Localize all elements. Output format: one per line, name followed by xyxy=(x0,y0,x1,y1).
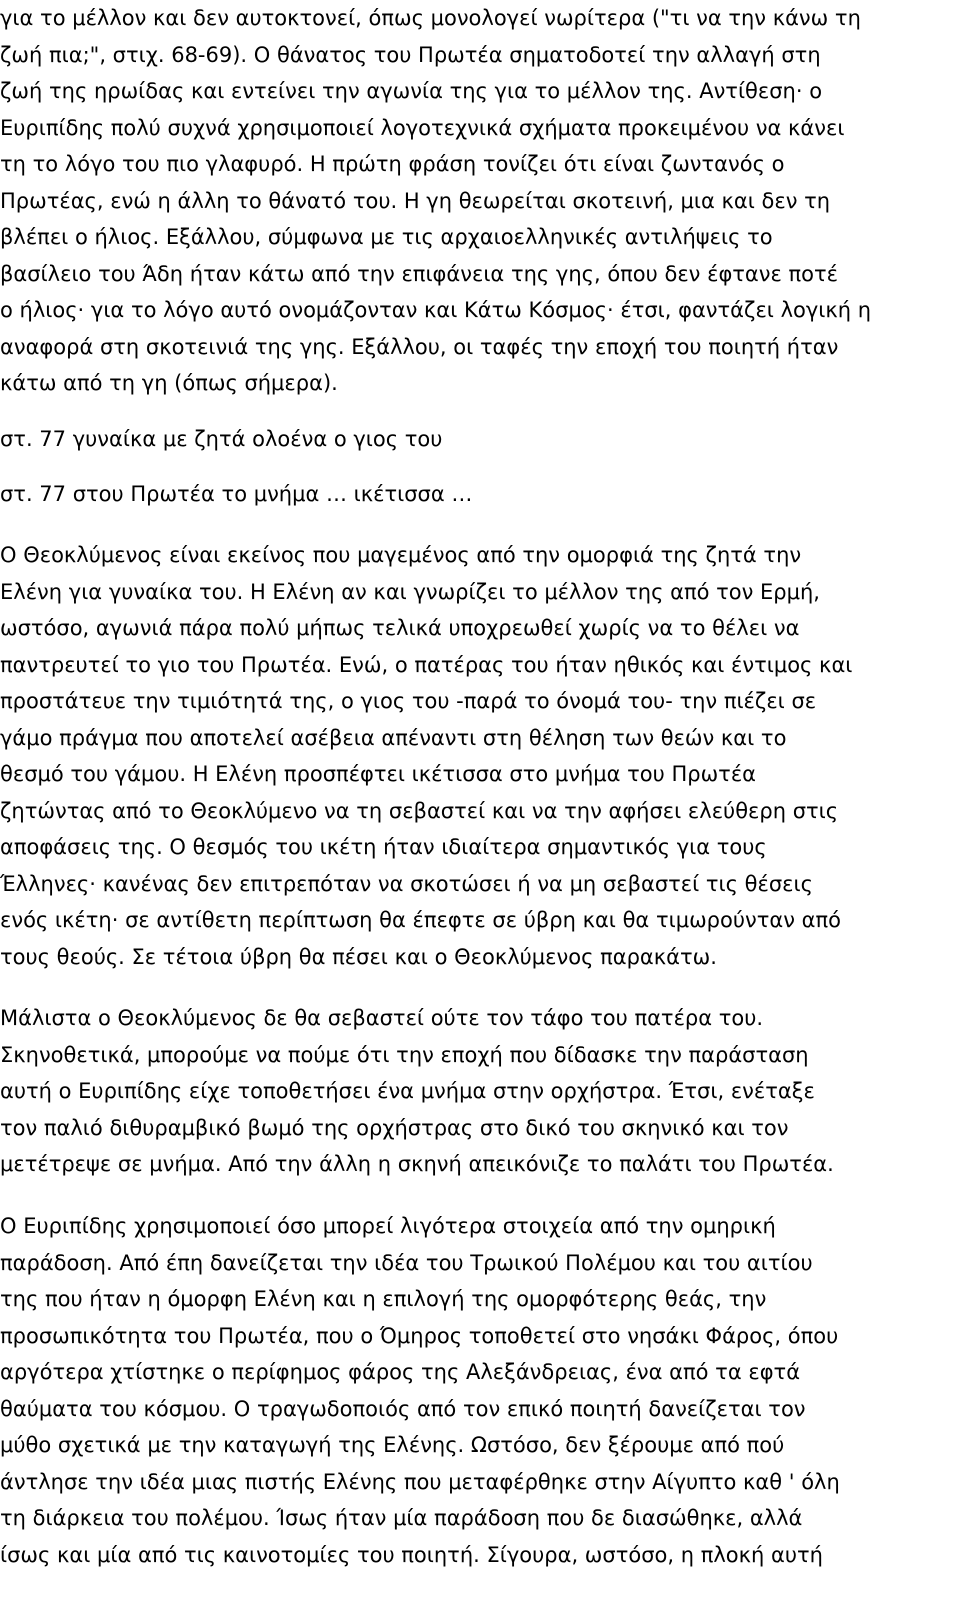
text-line: θαύματα του κόσμου. Ο τραγωδοποιός από τον επικό ποιητή δανείζεται τον xyxy=(0,1396,806,1421)
text-line: προστάτευε την τιμιότητά της, ο γιος του -παρά το όνομά του- την πιέζει σε xyxy=(0,689,817,713)
text-line: θεσμό του γάμου. Η Ελένη προσπέφτει ικέτισσα στο μνήμα του Πρωτέα xyxy=(0,762,757,786)
text-line: Σκηνοθετικά, μπορούμε να πούμε ότι την εποχή που δίδασκε την παράσταση xyxy=(0,1042,809,1067)
text-line: Ο Θεοκλύμενος είναι εκείνος που μαγεμένος από την ομορφιά της ζητά την xyxy=(0,543,802,567)
text-line: τον παλιό διθυραμβικό βωμό της ορχήστρας στο δικό του σκηνικό και τον xyxy=(0,1115,789,1140)
text-line: γάμο πράγμα που αποτελεί ασέβεια απέναντι στη θέληση των θεών και το xyxy=(0,725,787,750)
text-line: για το μέλλον και δεν αυτοκτονεί, όπως μονολογεί νωρίτερα ("τι να την κάνω τη xyxy=(0,6,861,30)
text-line: βλέπει ο ήλιος. Εξάλλου, σύμφωνα με τις αρχαιοελληνικές αντιλήψεις το xyxy=(0,225,773,249)
text-line: στ. 77 γυναίκα με ζητά ολοένα ο γιος του xyxy=(0,427,443,451)
paragraph-protea-death xyxy=(0,0,871,402)
text-line: Ελένη για γυναίκα του. Η Ελένη αν και γνωρίζει το μέλλον της από τον Ερμή, xyxy=(0,579,820,604)
text-line: ίσως και μία από τις καινοτομίες του ποιητή. Σίγουρα, ωστόσο, η πλοκή αυτή xyxy=(0,1542,823,1567)
text-line: ο ήλιος· για το λόγο αυτό ονομάζονταν και Κάτω Κόσμος· έτσι, φαντάζει λογική η xyxy=(0,298,872,322)
text-line: αναφορά στη σκοτεινιά της γης. Εξάλλου, οι ταφές την εποχή του ποιητή ήταν xyxy=(0,334,839,359)
text-line: στ. 77 στου Πρωτέα το μνήμα … ικέτισσα … xyxy=(0,482,473,506)
text-line: αργότερα χτίστηκε ο περίφημος φάρος της Αλεξάνδρειας, ένα από τα εφτά xyxy=(0,1360,801,1384)
text-line: ενός ικέτη· σε αντίθετη περίπτωση θα έπεφτε σε ύβρη και θα τιμωρούνταν από xyxy=(0,908,841,932)
text-line: κάτω από τη γη (όπως σήμερα). xyxy=(0,371,338,395)
text-line: αυτή ο Ευριπίδης είχε τοποθετήσει ένα μνήμα στην ορχήστρα. Έτσι, ενέταξε xyxy=(0,1079,815,1103)
text-line: ζωή της ηρωίδας και εντείνει την αγωνία της για το μέλλον της. Αντίθεση· ο xyxy=(0,79,823,103)
text-line: ωστόσο, αγωνιά πάρα πολύ μήπως τελικά υποχρεωθεί χωρίς να το θέλει να xyxy=(0,616,800,640)
text-line: βασίλειο του Άδη ήταν κάτω από την επιφάνεια της γης, όπου δεν έφτανε ποτέ xyxy=(0,261,839,286)
paragraph-staging xyxy=(0,1000,834,1183)
paragraph-verse-77-tomb xyxy=(0,476,472,513)
text-line: Ευριπίδης πολύ συχνά χρησιμοποιεί λογοτεχνικά σχήματα προκειμένου να κάνει xyxy=(0,115,845,140)
text-line: Ο Ευριπίδης χρησιμοποιεί όσο μπορεί λιγότερα στοιχεία από την ομηρική xyxy=(0,1214,776,1238)
text-line: τη το λόγο του πιο γλαφυρό. Η πρώτη φράση τονίζει ότι είναι ζωντανός ο xyxy=(0,152,785,176)
text-line: Μάλιστα ο Θεοκλύμενος δε θα σεβαστεί ούτε τον τάφο του πατέρα του. xyxy=(0,1006,764,1030)
text-line: αποφάσεις της. Ο θεσμός του ικέτη ήταν ιδιαίτερα σημαντικός για τους xyxy=(0,835,767,859)
text-line: της που ήταν η όμορφη Ελένη και η επιλογή της ομορφότερης θεάς, την xyxy=(0,1287,767,1311)
paragraph-theoklymenos xyxy=(0,537,852,975)
text-line: μετέτρεψε σε μνήμα. Από την άλλη η σκηνή απεικόνιζε το παλάτι του Πρωτέα. xyxy=(0,1152,834,1176)
text-line: Έλληνες· κανένας δεν επιτρεπόταν να σκοτώσει ή να μη σεβαστεί τις θέσεις xyxy=(0,871,813,896)
paragraph-homeric-tradition xyxy=(0,1208,840,1573)
paragraph-verse-77-son xyxy=(0,421,442,458)
text-line: Πρωτέας, ενώ η άλλη το θάνατό του. Η γη θεωρείται σκοτεινή, μια και δεν τη xyxy=(0,188,831,213)
text-line: παράδοση. Από έπη δανείζεται την ιδέα του Τρωικού Πολέμου και του αιτίου xyxy=(0,1250,813,1275)
text-line: παντρευτεί το γιο του Πρωτέα. Ενώ, ο πατέρας του ήταν ηθικός και έντιμος και xyxy=(0,652,853,677)
text-line: ζωή πια;", στιχ. 68-69). Ο θάνατος του Πρωτέα σηματοδοτεί την αλλαγή στη xyxy=(0,42,821,67)
text-line: τη διάρκεια του πολέμου. Ίσως ήταν μία παράδοση που δε διασώθηκε, αλλά xyxy=(0,1506,803,1530)
text-line: μύθο σχετικά με την καταγωγή της Ελένης. Ωστόσο, δεν ξέρουμε από πού xyxy=(0,1433,785,1457)
text-line: άντλησε την ιδέα μιας πιστής Ελένης που μεταφέρθηκε στην Αίγυπτο καθ ' όλη xyxy=(0,1469,840,1494)
text-line: τους θεούς. Σε τέτοια ύβρη θα πέσει και ο Θεοκλύμενος παρακάτω. xyxy=(0,944,717,969)
text-line: ζητώντας από το Θεοκλύμενο να τη σεβαστεί και να την αφήσει ελεύθερη στις xyxy=(0,798,839,823)
text-line: προσωπικότητα του Πρωτέα, που ο Όμηρος τοποθετεί στο νησάκι Φάρος, όπου xyxy=(0,1323,839,1348)
